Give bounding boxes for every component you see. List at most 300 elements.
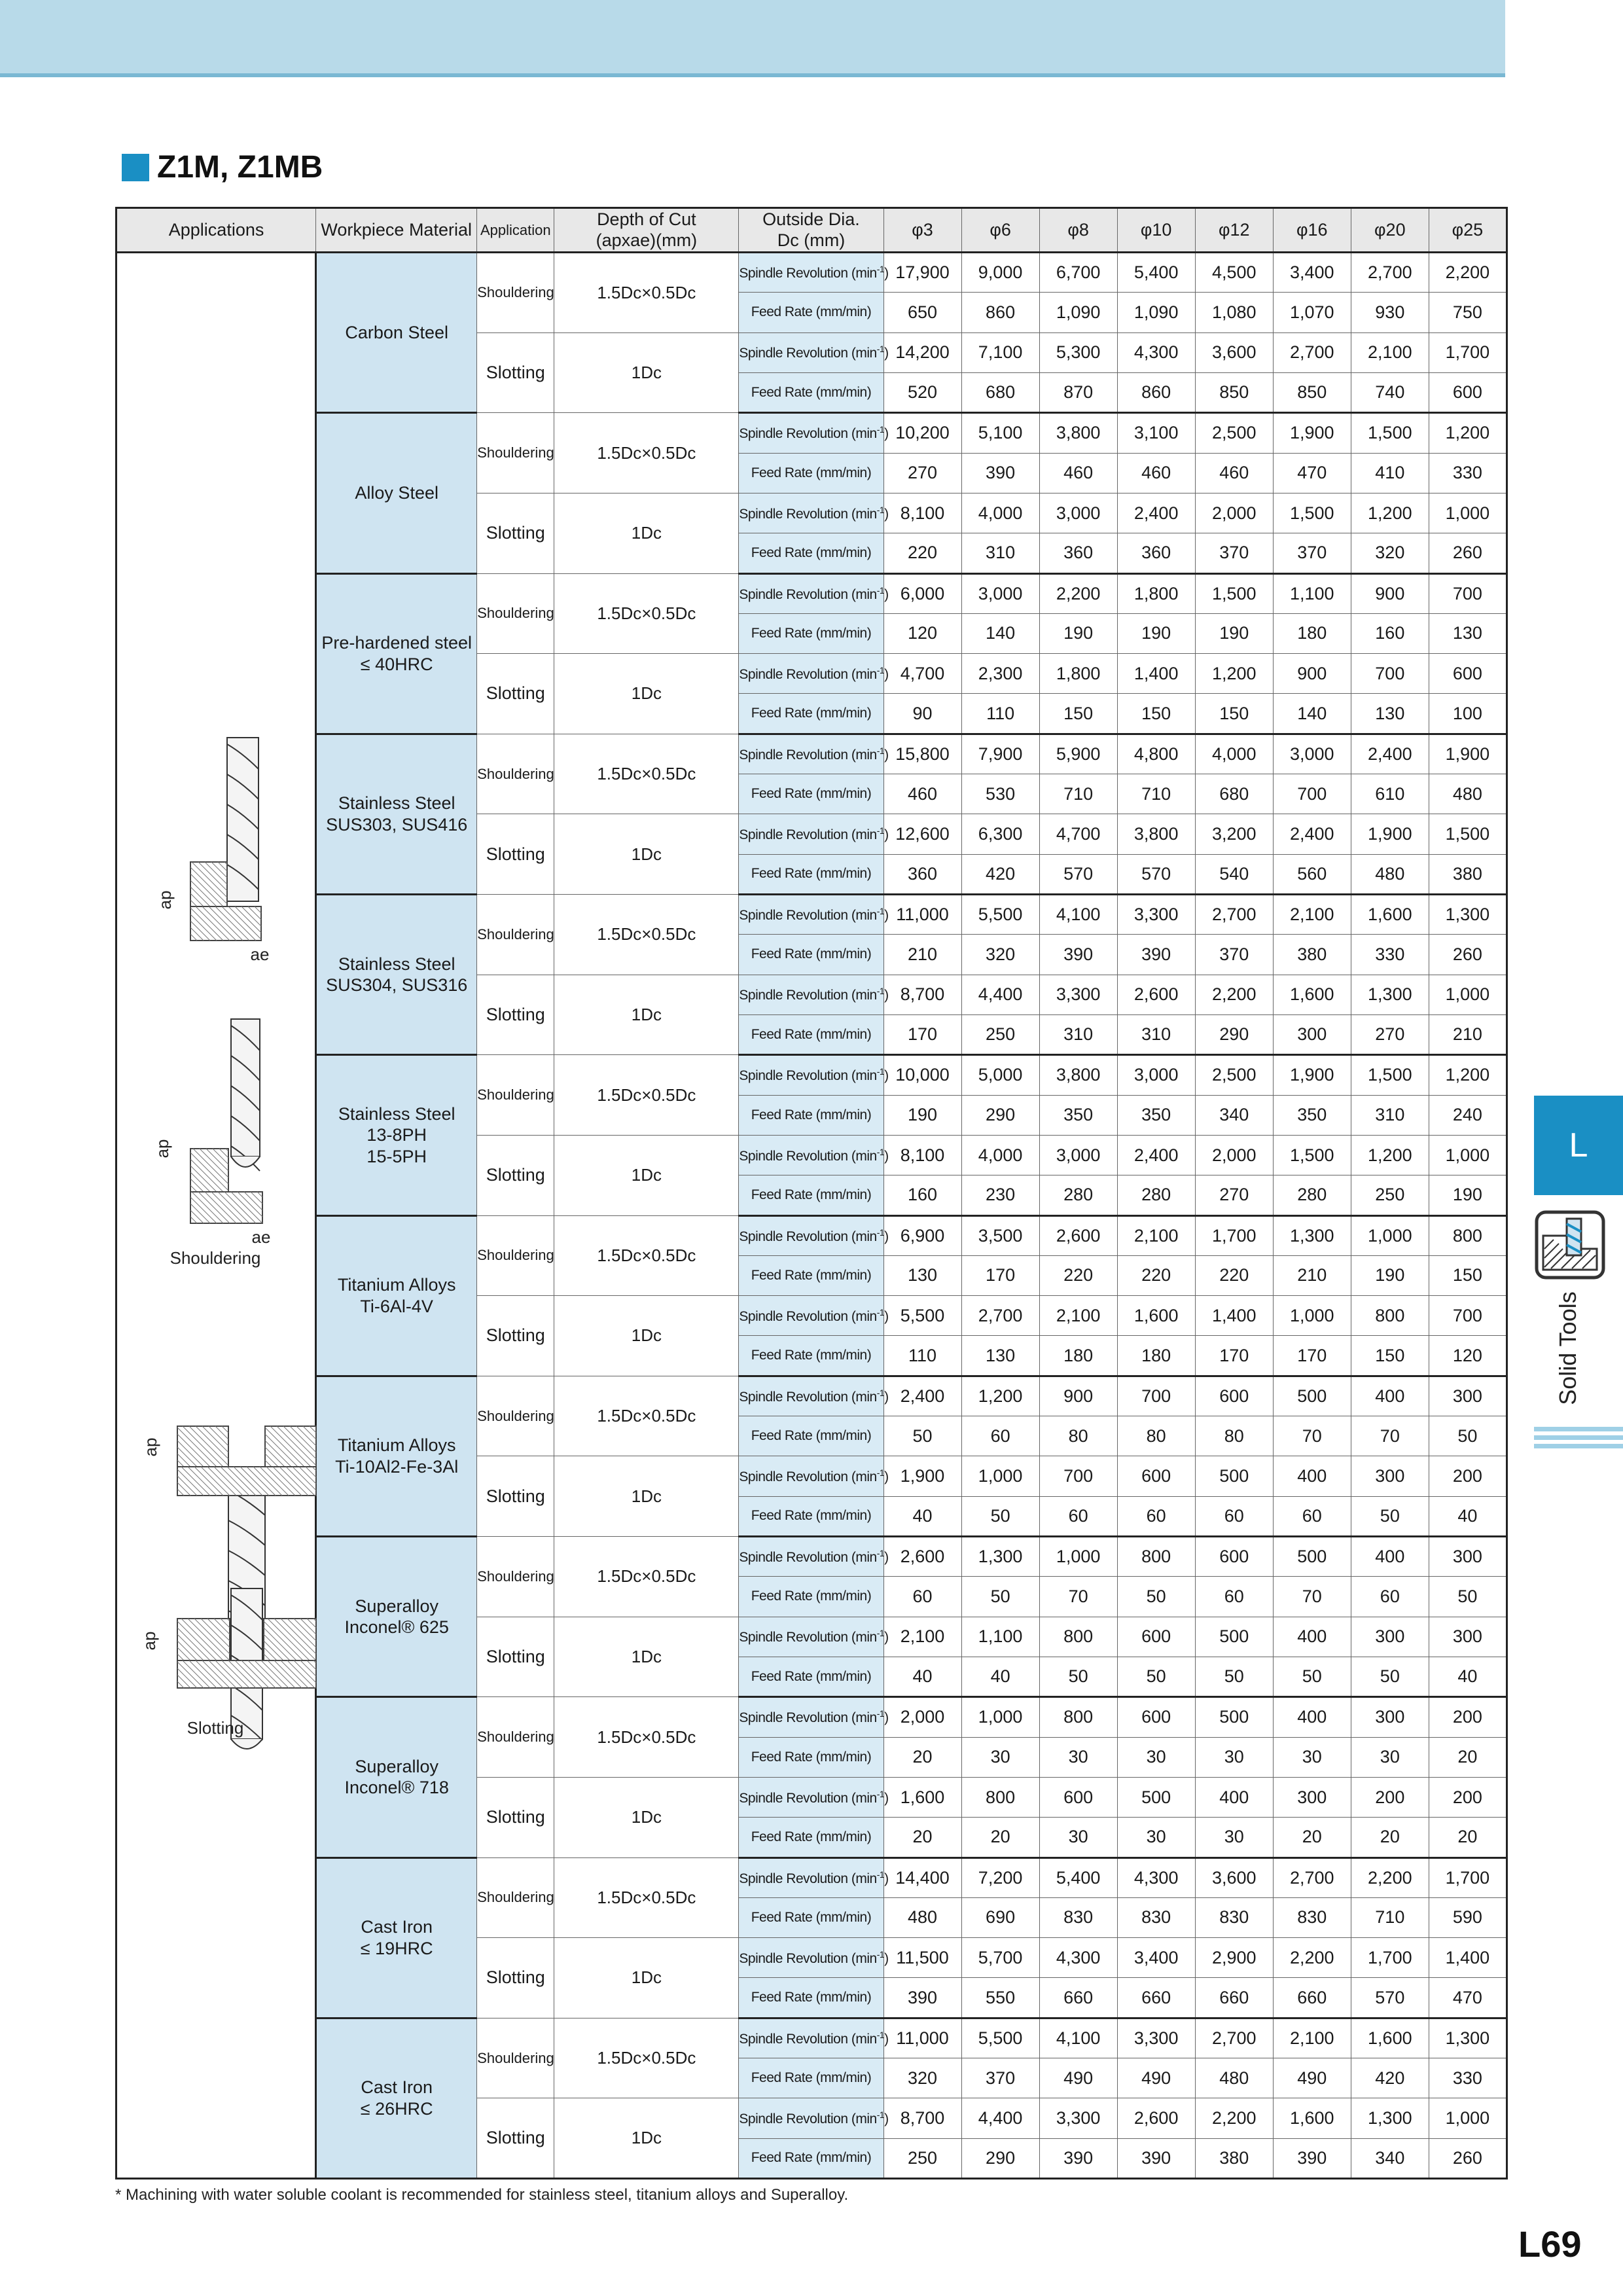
feed-rate-label: Feed Rate (mm/min) bbox=[739, 1095, 883, 1135]
feed-rate-label: Feed Rate (mm/min) bbox=[739, 293, 883, 332]
feed-value: 40 bbox=[883, 1657, 961, 1696]
spindle-value: 900 bbox=[1039, 1376, 1117, 1416]
spindle-value: 4,300 bbox=[1039, 1938, 1117, 1978]
feed-value: 50 bbox=[1195, 1657, 1273, 1696]
spindle-value: 400 bbox=[1351, 1537, 1429, 1577]
table-row bbox=[116, 573, 1507, 613]
spindle-revolution-label: Spindle Revolution $(\min^{-1})$ bbox=[739, 2098, 883, 2138]
spindle-value: 2,400 bbox=[1273, 814, 1351, 854]
spindle-value: 2,600 bbox=[1117, 975, 1195, 1014]
ae-label: ae bbox=[250, 944, 270, 964]
spindle-value: 5,400 bbox=[1117, 253, 1195, 293]
spindle-value: 1,700 bbox=[1429, 332, 1507, 372]
feed-value: 180 bbox=[1039, 1336, 1117, 1376]
feed-rate-label: Feed Rate (mm/min) bbox=[739, 1657, 883, 1696]
application-slotting: Slotting bbox=[477, 1938, 554, 2018]
feed-value: 300 bbox=[1273, 1014, 1351, 1054]
feed-value: 570 bbox=[1117, 854, 1195, 894]
feed-value: 150 bbox=[1117, 694, 1195, 734]
spindle-value: 1,000 bbox=[1429, 975, 1507, 1014]
feed-rate-label: Feed Rate (mm/min) bbox=[739, 1336, 883, 1376]
spindle-value: 1,000 bbox=[1429, 1135, 1507, 1175]
feed-value: 710 bbox=[1117, 774, 1195, 814]
spindle-revolution-label: Spindle Revolution $(\min^{-1})$ bbox=[739, 413, 883, 453]
title-marker-icon bbox=[122, 154, 149, 181]
spindle-value: 3,200 bbox=[1195, 814, 1273, 854]
feed-value: 50 bbox=[1039, 1657, 1117, 1696]
depth-of-cut: 1.5Dc×0.5Dc bbox=[554, 1055, 739, 1136]
spindle-value: 2,100 bbox=[883, 1617, 961, 1657]
spindle-value: 2,000 bbox=[883, 1697, 961, 1737]
feed-value: 30 bbox=[1351, 1737, 1429, 1777]
spindle-value: 14,400 bbox=[883, 1857, 961, 1897]
spindle-value: 1,200 bbox=[961, 1376, 1039, 1416]
feed-value: 80 bbox=[1039, 1416, 1117, 1456]
spindle-value: 1,000 bbox=[1351, 1215, 1429, 1255]
application-slotting: Slotting bbox=[477, 1456, 554, 1537]
spindle-value: 1,200 bbox=[1429, 413, 1507, 453]
footnote: * Machining with water soluble coolant is recommended for stainless steel, titanium alloys and Superalloy. bbox=[115, 2186, 849, 2204]
spindle-revolution-label: Spindle Revolution $(\min^{-1})$ bbox=[739, 895, 883, 935]
feed-value: 350 bbox=[1273, 1095, 1351, 1135]
spindle-value: 5,500 bbox=[961, 2018, 1039, 2058]
table-row bbox=[116, 895, 1507, 935]
header-applications: Applications bbox=[116, 208, 316, 253]
spindle-value: 800 bbox=[1429, 1215, 1507, 1255]
feed-value: 360 bbox=[883, 854, 961, 894]
spindle-value: 1,700 bbox=[1351, 1938, 1429, 1978]
depth-of-cut: 1.5Dc×0.5Dc bbox=[554, 413, 739, 493]
spindle-value: 1,600 bbox=[1273, 975, 1351, 1014]
application-shouldering: Shouldering bbox=[477, 1537, 554, 1617]
workpiece-material: Superalloy Inconel® 718 bbox=[316, 1697, 477, 1857]
spindle-value: 1,900 bbox=[1429, 734, 1507, 774]
spindle-value: 400 bbox=[1273, 1697, 1351, 1737]
feed-value: 330 bbox=[1429, 453, 1507, 493]
feed-value: 660 bbox=[1117, 1978, 1195, 2018]
application-shouldering: Shouldering bbox=[477, 413, 554, 493]
feed-value: 40 bbox=[1429, 1657, 1507, 1696]
table-row bbox=[116, 1215, 1507, 1255]
workpiece-hatch bbox=[190, 1149, 228, 1192]
feed-value: 20 bbox=[1351, 1818, 1429, 1857]
spindle-value: 1,600 bbox=[1351, 895, 1429, 935]
spindle-value: 1,200 bbox=[1351, 493, 1429, 533]
spindle-value: 10,200 bbox=[883, 413, 961, 453]
feed-value: 860 bbox=[1117, 372, 1195, 412]
spindle-value: 4,300 bbox=[1117, 332, 1195, 372]
workpiece-material: Cast Iron ≤ 26HRC bbox=[316, 2018, 477, 2178]
spindle-value: 1,400 bbox=[1195, 1296, 1273, 1336]
spindle-value: 1,600 bbox=[883, 1777, 961, 1817]
workpiece-material: Titanium Alloys Ti-10Al2-Fe-3Al bbox=[316, 1376, 477, 1536]
feed-value: 280 bbox=[1039, 1175, 1117, 1215]
feed-value: 600 bbox=[1429, 372, 1507, 412]
depth-of-cut: 1.5Dc×0.5Dc bbox=[554, 734, 739, 814]
feed-value: 1,090 bbox=[1039, 293, 1117, 332]
spindle-value: 300 bbox=[1351, 1697, 1429, 1737]
spindle-revolution-label: Spindle Revolution $(\min^{-1})$ bbox=[739, 332, 883, 372]
feed-rate-label: Feed Rate (mm/min) bbox=[739, 372, 883, 412]
spindle-value: 4,000 bbox=[961, 493, 1039, 533]
spindle-value: 1,200 bbox=[1351, 1135, 1429, 1175]
spindle-value: 14,200 bbox=[883, 332, 961, 372]
feed-value: 60 bbox=[1273, 1496, 1351, 1536]
spindle-value: 6,900 bbox=[883, 1215, 961, 1255]
spindle-value: 3,100 bbox=[1117, 413, 1195, 453]
spindle-value: 2,200 bbox=[1039, 573, 1117, 613]
feed-value: 480 bbox=[1351, 854, 1429, 894]
feed-value: 340 bbox=[1195, 1095, 1273, 1135]
spindle-revolution-label: Spindle Revolution $(\min^{-1})$ bbox=[739, 975, 883, 1014]
feed-value: 470 bbox=[1273, 453, 1351, 493]
feed-value: 50 bbox=[961, 1577, 1039, 1617]
spindle-value: 2,700 bbox=[1273, 332, 1351, 372]
spindle-value: 5,700 bbox=[961, 1938, 1039, 1978]
spindle-value: 800 bbox=[1117, 1537, 1195, 1577]
spindle-value: 3,300 bbox=[1117, 2018, 1195, 2058]
application-shouldering: Shouldering bbox=[477, 1697, 554, 1778]
feed-value: 60 bbox=[883, 1577, 961, 1617]
table-row bbox=[116, 1055, 1507, 1095]
feed-rate-label: Feed Rate (mm/min) bbox=[739, 2058, 883, 2098]
feed-value: 860 bbox=[961, 293, 1039, 332]
feed-value: 310 bbox=[1117, 1014, 1195, 1054]
workpiece-material: Carbon Steel bbox=[316, 253, 477, 413]
header-depth-line1: Depth of Cut bbox=[597, 209, 696, 230]
spindle-value: 1,600 bbox=[1117, 1296, 1195, 1336]
feed-value: 480 bbox=[883, 1897, 961, 1937]
spindle-value: 1,500 bbox=[1351, 413, 1429, 453]
feed-value: 390 bbox=[883, 1978, 961, 2018]
spindle-value: 600 bbox=[1117, 1697, 1195, 1737]
spindle-value: 400 bbox=[1351, 1376, 1429, 1416]
spindle-value: 2,700 bbox=[1351, 253, 1429, 293]
feed-rate-label: Feed Rate (mm/min) bbox=[739, 613, 883, 653]
spindle-value: 1,500 bbox=[1273, 1135, 1351, 1175]
feed-value: 70 bbox=[1273, 1416, 1351, 1456]
feed-value: 30 bbox=[961, 1737, 1039, 1777]
spindle-value: 15,800 bbox=[883, 734, 961, 774]
feed-value: 250 bbox=[961, 1014, 1039, 1054]
spindle-revolution-label: Spindle Revolution $(\min^{-1})$ bbox=[739, 2018, 883, 2058]
feed-value: 370 bbox=[961, 2058, 1039, 2098]
spindle-value: 1,900 bbox=[1351, 814, 1429, 854]
spindle-revolution-label: Spindle Revolution $(\min^{-1})$ bbox=[739, 1135, 883, 1175]
spindle-value: 1,000 bbox=[961, 1697, 1039, 1737]
feed-value: 850 bbox=[1195, 372, 1273, 412]
spindle-value: 3,800 bbox=[1039, 1055, 1117, 1095]
cutting-conditions-table bbox=[115, 207, 1508, 2179]
depth-of-cut: 1Dc bbox=[554, 814, 739, 895]
feed-value: 290 bbox=[961, 1095, 1039, 1135]
spindle-value: 300 bbox=[1429, 1617, 1507, 1657]
feed-value: 930 bbox=[1351, 293, 1429, 332]
page-number: L69 bbox=[1518, 2223, 1582, 2265]
spindle-value: 7,200 bbox=[961, 1857, 1039, 1897]
header-dia: φ6 bbox=[961, 208, 1039, 253]
feed-value: 350 bbox=[1117, 1095, 1195, 1135]
spindle-value: 500 bbox=[1195, 1456, 1273, 1496]
workpiece-hatch bbox=[177, 1660, 316, 1688]
feed-value: 460 bbox=[883, 774, 961, 814]
feed-value: 850 bbox=[1273, 372, 1351, 412]
feed-value: 220 bbox=[1117, 1255, 1195, 1295]
spindle-value: 400 bbox=[1273, 1456, 1351, 1496]
spindle-value: 700 bbox=[1429, 573, 1507, 613]
spindle-revolution-label: Spindle Revolution $(\min^{-1})$ bbox=[739, 1456, 883, 1496]
applications-figures-cell bbox=[116, 253, 316, 2179]
header-dia: φ25 bbox=[1429, 208, 1507, 253]
feed-rate-label: Feed Rate (mm/min) bbox=[739, 2138, 883, 2178]
table-row bbox=[116, 1697, 1507, 1737]
spindle-value: 700 bbox=[1429, 1296, 1507, 1336]
feed-rate-label: Feed Rate (mm/min) bbox=[739, 774, 883, 814]
table-row bbox=[116, 1376, 1507, 1416]
feed-rate-label: Feed Rate (mm/min) bbox=[739, 854, 883, 894]
application-shouldering: Shouldering bbox=[477, 1215, 554, 1296]
feed-value: 250 bbox=[1351, 1175, 1429, 1215]
feed-value: 330 bbox=[1429, 2058, 1507, 2098]
feed-value: 380 bbox=[1429, 854, 1507, 894]
spindle-value: 3,300 bbox=[1039, 975, 1117, 1014]
feed-value: 160 bbox=[883, 1175, 961, 1215]
feed-value: 140 bbox=[1273, 694, 1351, 734]
spindle-value: 300 bbox=[1429, 1537, 1507, 1577]
feed-rate-label: Feed Rate (mm/min) bbox=[739, 1577, 883, 1617]
spindle-value: 600 bbox=[1117, 1456, 1195, 1496]
spindle-value: 1,300 bbox=[1273, 1215, 1351, 1255]
feed-value: 150 bbox=[1039, 694, 1117, 734]
workpiece-material: Stainless Steel SUS303, SUS416 bbox=[316, 734, 477, 894]
spindle-value: 2,100 bbox=[1273, 895, 1351, 935]
depth-of-cut: 1Dc bbox=[554, 975, 739, 1055]
spindle-revolution-label: Spindle Revolution $(\min^{-1})$ bbox=[739, 1537, 883, 1577]
feed-value: 830 bbox=[1273, 1897, 1351, 1937]
depth-of-cut: 1Dc bbox=[554, 1777, 739, 1857]
feed-rate-label: Feed Rate (mm/min) bbox=[739, 1737, 883, 1777]
feed-value: 250 bbox=[883, 2138, 961, 2178]
spindle-value: 1,500 bbox=[1273, 493, 1351, 533]
feed-value: 490 bbox=[1117, 2058, 1195, 2098]
spindle-value: 800 bbox=[1351, 1296, 1429, 1336]
spindle-value: 500 bbox=[1273, 1376, 1351, 1416]
spindle-value: 1,600 bbox=[1273, 2098, 1351, 2138]
spindle-revolution-label: Spindle Revolution $(\min^{-1})$ bbox=[739, 493, 883, 533]
spindle-value: 1,200 bbox=[1195, 654, 1273, 694]
feed-value: 460 bbox=[1039, 453, 1117, 493]
header-depth bbox=[554, 208, 739, 253]
spindle-value: 4,800 bbox=[1117, 734, 1195, 774]
ap-label: ap bbox=[141, 1437, 160, 1457]
slotting-figure-label: Slotting bbox=[187, 1718, 244, 1738]
spindle-value: 4,300 bbox=[1117, 1857, 1195, 1897]
depth-of-cut: 1Dc bbox=[554, 493, 739, 573]
feed-value: 560 bbox=[1273, 854, 1351, 894]
spindle-value: 11,000 bbox=[883, 895, 961, 935]
spindle-value: 1,300 bbox=[1351, 975, 1429, 1014]
feed-value: 650 bbox=[883, 293, 961, 332]
feed-value: 190 bbox=[1429, 1175, 1507, 1215]
feed-rate-label: Feed Rate (mm/min) bbox=[739, 1255, 883, 1295]
spindle-value: 4,700 bbox=[883, 654, 961, 694]
workpiece-hatch bbox=[190, 862, 227, 906]
spindle-value: 2,100 bbox=[1273, 2018, 1351, 2058]
feed-value: 570 bbox=[1039, 854, 1117, 894]
end-mill-icon bbox=[1534, 1210, 1606, 1280]
depth-of-cut: 1Dc bbox=[554, 2098, 739, 2179]
spindle-value: 9,000 bbox=[961, 253, 1039, 293]
spindle-value: 1,100 bbox=[1273, 573, 1351, 613]
spindle-value: 2,000 bbox=[1195, 493, 1273, 533]
feed-value: 1,070 bbox=[1273, 293, 1351, 332]
application-slotting: Slotting bbox=[477, 332, 554, 413]
feed-value: 390 bbox=[1039, 935, 1117, 975]
section-tab-text: Solid Tools bbox=[1554, 1291, 1581, 1405]
feed-value: 120 bbox=[1429, 1336, 1507, 1376]
spindle-value: 6,300 bbox=[961, 814, 1039, 854]
depth-of-cut: 1.5Dc×0.5Dc bbox=[554, 2018, 739, 2098]
spindle-value: 800 bbox=[961, 1777, 1039, 1817]
spindle-value: 200 bbox=[1429, 1697, 1507, 1737]
spindle-value: 900 bbox=[1273, 654, 1351, 694]
workpiece-material: Alloy Steel bbox=[316, 413, 477, 573]
spindle-revolution-label: Spindle Revolution $(\min^{-1})$ bbox=[739, 1697, 883, 1737]
spindle-value: 3,500 bbox=[961, 1215, 1039, 1255]
feed-value: 20 bbox=[1273, 1818, 1351, 1857]
square-end-mill-icon bbox=[227, 738, 259, 901]
feed-value: 50 bbox=[1117, 1577, 1195, 1617]
spindle-value: 2,600 bbox=[1117, 2098, 1195, 2138]
depth-of-cut: 1Dc bbox=[554, 1135, 739, 1215]
feed-value: 20 bbox=[883, 1818, 961, 1857]
depth-of-cut: 1Dc bbox=[554, 332, 739, 413]
feed-value: 260 bbox=[1429, 2138, 1507, 2178]
spindle-value: 5,500 bbox=[883, 1296, 961, 1336]
table-row bbox=[116, 2018, 1507, 2058]
feed-value: 230 bbox=[961, 1175, 1039, 1215]
feed-value: 710 bbox=[1039, 774, 1117, 814]
spindle-value: 2,200 bbox=[1195, 975, 1273, 1014]
spindle-value: 4,500 bbox=[1195, 253, 1273, 293]
feed-value: 20 bbox=[1429, 1818, 1507, 1857]
feed-value: 750 bbox=[1429, 293, 1507, 332]
feed-value: 210 bbox=[1429, 1014, 1507, 1054]
feed-value: 1,080 bbox=[1195, 293, 1273, 332]
depth-of-cut: 1Dc bbox=[554, 1617, 739, 1697]
spindle-value: 300 bbox=[1351, 1617, 1429, 1657]
table-header-row bbox=[116, 208, 1507, 253]
spindle-value: 400 bbox=[1195, 1777, 1273, 1817]
spindle-value: 3,000 bbox=[1039, 1135, 1117, 1175]
spindle-value: 500 bbox=[1117, 1777, 1195, 1817]
feed-value: 320 bbox=[1351, 533, 1429, 573]
feed-value: 390 bbox=[1039, 2138, 1117, 2178]
feed-value: 270 bbox=[1351, 1014, 1429, 1054]
spindle-value: 8,100 bbox=[883, 1135, 961, 1175]
feed-value: 270 bbox=[883, 453, 961, 493]
feed-value: 170 bbox=[1273, 1336, 1351, 1376]
spindle-value: 700 bbox=[1117, 1376, 1195, 1416]
spindle-value: 3,400 bbox=[1117, 1938, 1195, 1978]
feed-value: 610 bbox=[1351, 774, 1429, 814]
feed-value: 110 bbox=[961, 694, 1039, 734]
spindle-value: 800 bbox=[1039, 1697, 1117, 1737]
feed-value: 390 bbox=[1273, 2138, 1351, 2178]
feed-value: 830 bbox=[1117, 1897, 1195, 1937]
feed-value: 390 bbox=[1117, 935, 1195, 975]
header-workpiece: Workpiece Material bbox=[316, 208, 477, 253]
spindle-value: 1,000 bbox=[961, 1456, 1039, 1496]
feed-value: 170 bbox=[883, 1014, 961, 1054]
shouldering-figure-label: Shouldering bbox=[169, 1248, 261, 1268]
feed-value: 290 bbox=[1195, 1014, 1273, 1054]
feed-value: 330 bbox=[1351, 935, 1429, 975]
application-slotting: Slotting bbox=[477, 1777, 554, 1857]
spindle-value: 1,000 bbox=[1429, 493, 1507, 533]
spindle-value: 1,700 bbox=[1195, 1215, 1273, 1255]
application-shouldering: Shouldering bbox=[477, 1055, 554, 1136]
feed-value: 20 bbox=[1429, 1737, 1507, 1777]
table-row bbox=[116, 734, 1507, 774]
spindle-value: 600 bbox=[1039, 1777, 1117, 1817]
application-slotting: Slotting bbox=[477, 814, 554, 895]
feed-value: 660 bbox=[1039, 1978, 1117, 2018]
table-row bbox=[116, 253, 1507, 293]
feed-value: 190 bbox=[1351, 1255, 1429, 1295]
feed-value: 480 bbox=[1429, 774, 1507, 814]
application-slotting: Slotting bbox=[477, 1617, 554, 1697]
feed-value: 130 bbox=[1351, 694, 1429, 734]
workpiece-material: Cast Iron ≤ 19HRC bbox=[316, 1857, 477, 2018]
feed-value: 260 bbox=[1429, 935, 1507, 975]
spindle-value: 2,100 bbox=[1039, 1296, 1117, 1336]
spindle-value: 2,400 bbox=[1351, 734, 1429, 774]
feed-rate-label: Feed Rate (mm/min) bbox=[739, 694, 883, 734]
spindle-value: 2,700 bbox=[1195, 2018, 1273, 2058]
feed-value: 390 bbox=[1117, 2138, 1195, 2178]
spindle-value: 200 bbox=[1351, 1777, 1429, 1817]
feed-rate-label: Feed Rate (mm/min) bbox=[739, 935, 883, 975]
spindle-value: 500 bbox=[1195, 1617, 1273, 1657]
tab-stripes bbox=[1534, 1427, 1623, 1452]
spindle-value: 1,600 bbox=[1351, 2018, 1429, 2058]
spindle-value: 6,000 bbox=[883, 573, 961, 613]
feed-value: 220 bbox=[1195, 1255, 1273, 1295]
spindle-value: 5,500 bbox=[961, 895, 1039, 935]
spindle-value: 7,900 bbox=[961, 734, 1039, 774]
feed-rate-label: Feed Rate (mm/min) bbox=[739, 453, 883, 493]
feed-value: 60 bbox=[1351, 1577, 1429, 1617]
feed-value: 30 bbox=[1117, 1818, 1195, 1857]
feed-value: 170 bbox=[961, 1255, 1039, 1295]
spindle-value: 10,000 bbox=[883, 1055, 961, 1095]
ap-label: ap bbox=[139, 1631, 159, 1651]
spindle-value: 2,900 bbox=[1195, 1938, 1273, 1978]
application-shouldering: Shouldering bbox=[477, 2018, 554, 2098]
feed-value: 50 bbox=[1429, 1416, 1507, 1456]
feed-value: 240 bbox=[1429, 1095, 1507, 1135]
application-slotting: Slotting bbox=[477, 654, 554, 734]
application-slotting: Slotting bbox=[477, 493, 554, 573]
header-dia: φ20 bbox=[1351, 208, 1429, 253]
header-outside-line1: Outside Dia. bbox=[762, 209, 860, 230]
spindle-value: 3,800 bbox=[1039, 413, 1117, 453]
spindle-value: 3,300 bbox=[1117, 895, 1195, 935]
application-figures bbox=[117, 253, 317, 2178]
feed-value: 550 bbox=[961, 1978, 1039, 2018]
feed-value: 310 bbox=[1351, 1095, 1429, 1135]
